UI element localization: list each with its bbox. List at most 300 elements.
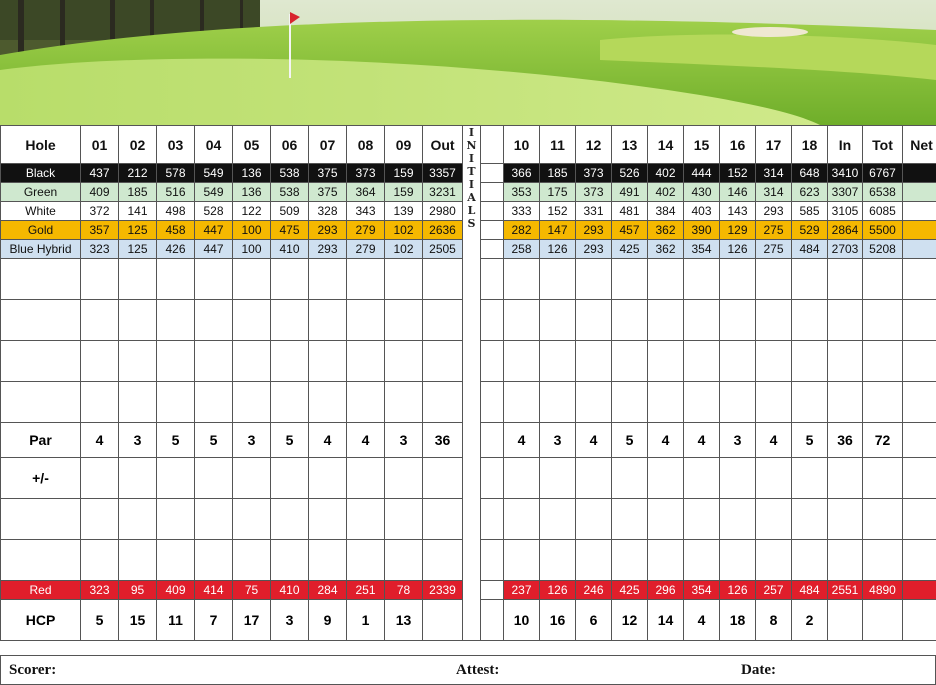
out-entry[interactable] (423, 382, 463, 423)
score-entry[interactable] (576, 300, 612, 341)
yardage-cell: 362 (648, 240, 684, 259)
tot-entry[interactable] (863, 499, 903, 540)
score-entry[interactable] (792, 499, 828, 540)
tot-entry[interactable] (863, 259, 903, 300)
score-entry[interactable] (576, 259, 612, 300)
par-value: 5 (271, 423, 309, 458)
score-entry[interactable] (157, 382, 195, 423)
score-entry[interactable] (756, 458, 792, 499)
score-entry[interactable] (81, 341, 119, 382)
yardage-cell: 430 (684, 183, 720, 202)
score-entry[interactable] (347, 540, 385, 581)
gap-cell (481, 126, 504, 164)
net-cell (903, 581, 936, 600)
yardage-cell: 323 (81, 240, 119, 259)
score-entry[interactable] (792, 341, 828, 382)
score-entry[interactable] (612, 458, 648, 499)
yardage-cell: 246 (576, 581, 612, 600)
handicap-value: 18 (720, 600, 756, 641)
handicap-value: 16 (540, 600, 576, 641)
net-cell (903, 240, 936, 259)
initials-column: I N I T I A L S (463, 126, 481, 641)
score-entry[interactable] (119, 499, 157, 540)
score-entry[interactable] (540, 382, 576, 423)
score-entry[interactable] (576, 458, 612, 499)
out-entry[interactable] (423, 499, 463, 540)
score-entry[interactable] (720, 540, 756, 581)
net-entry[interactable] (903, 259, 936, 300)
score-entry[interactable] (271, 499, 309, 540)
score-entry[interactable] (81, 540, 119, 581)
yardage-cell: 136 (233, 164, 271, 183)
score-entry[interactable] (612, 341, 648, 382)
yardage-cell: 458 (157, 221, 195, 240)
hole-number: 09 (385, 126, 423, 164)
handicap-value: 15 (119, 600, 157, 641)
golf-course-photo (0, 0, 936, 125)
out-entry[interactable] (423, 458, 463, 499)
total-yardage: 5208 (863, 240, 903, 259)
score-entry[interactable] (385, 540, 423, 581)
handicap-value: 14 (648, 600, 684, 641)
gap-cell (481, 183, 504, 202)
score-entry[interactable] (540, 540, 576, 581)
score-entry[interactable] (756, 540, 792, 581)
yardage-cell: 549 (195, 164, 233, 183)
score-entry[interactable] (347, 499, 385, 540)
handicap-value: 1 (347, 600, 385, 641)
par-value: 4 (684, 423, 720, 458)
row-label (1, 499, 81, 540)
gap-cell (481, 164, 504, 183)
score-entry[interactable] (195, 540, 233, 581)
score-entry[interactable] (81, 499, 119, 540)
hole-number: 16 (720, 126, 756, 164)
yardage-cell: 102 (385, 221, 423, 240)
yardage-cell: 122 (233, 202, 271, 221)
in-entry[interactable] (828, 382, 863, 423)
yardage-cell: 623 (792, 183, 828, 202)
yardage-cell: 526 (612, 164, 648, 183)
yardage-cell: 390 (684, 221, 720, 240)
score-entry[interactable] (540, 300, 576, 341)
yardage-cell: 102 (385, 240, 423, 259)
yardage-cell: 293 (309, 221, 347, 240)
score-entry[interactable] (347, 458, 385, 499)
yardage-cell: 362 (648, 221, 684, 240)
yardage-cell: 314 (756, 164, 792, 183)
score-entry[interactable] (233, 499, 271, 540)
score-entry[interactable] (233, 540, 271, 581)
score-entry[interactable] (792, 458, 828, 499)
yardage-cell: 373 (576, 164, 612, 183)
in-header: In (828, 126, 863, 164)
score-entry[interactable] (684, 458, 720, 499)
row-label (1, 382, 81, 423)
score-entry[interactable] (504, 540, 540, 581)
score-entry[interactable] (648, 259, 684, 300)
in-entry[interactable] (828, 540, 863, 581)
score-entry[interactable] (233, 382, 271, 423)
score-entry[interactable] (309, 341, 347, 382)
yardage-cell: 373 (347, 164, 385, 183)
yardage-cell: 129 (720, 221, 756, 240)
yardage-cell: 578 (157, 164, 195, 183)
scorer-label: Scorer: (9, 662, 57, 678)
tee-name: White (1, 202, 81, 221)
score-entry[interactable] (119, 300, 157, 341)
score-entry[interactable] (684, 540, 720, 581)
yardage-cell: 343 (347, 202, 385, 221)
gap-cell (481, 382, 504, 423)
hole-number: 18 (792, 126, 828, 164)
score-entry[interactable] (612, 259, 648, 300)
score-entry[interactable] (385, 341, 423, 382)
score-entry[interactable] (119, 458, 157, 499)
score-entry[interactable] (576, 341, 612, 382)
yardage-cell: 384 (648, 202, 684, 221)
score-entry[interactable] (648, 540, 684, 581)
total-yardage: 6767 (863, 164, 903, 183)
hole-number: 03 (157, 126, 195, 164)
in-yardage: 3105 (828, 202, 863, 221)
yardage-cell: 585 (792, 202, 828, 221)
score-entry[interactable] (684, 259, 720, 300)
yardage-cell: 126 (540, 581, 576, 600)
handicap-value: 4 (684, 600, 720, 641)
score-entry[interactable] (271, 458, 309, 499)
yardage-cell: 293 (309, 240, 347, 259)
score-entry[interactable] (119, 540, 157, 581)
score-entry[interactable] (720, 341, 756, 382)
tee-name: Black (1, 164, 81, 183)
in-entry[interactable] (828, 499, 863, 540)
yardage-cell: 284 (309, 581, 347, 600)
hole-number: 15 (684, 126, 720, 164)
par-value: 5 (157, 423, 195, 458)
score-entry[interactable] (720, 382, 756, 423)
hole-number: 07 (309, 126, 347, 164)
row-label (1, 341, 81, 382)
score-entry[interactable] (157, 259, 195, 300)
hcp-label: HCP (1, 600, 81, 641)
yardage-cell: 78 (385, 581, 423, 600)
handicap-value: 3 (271, 600, 309, 641)
score-entry[interactable] (792, 259, 828, 300)
yardage-cell: 152 (720, 164, 756, 183)
score-entry[interactable] (756, 259, 792, 300)
net-entry[interactable] (903, 382, 936, 423)
yardage-cell: 372 (81, 202, 119, 221)
score-entry[interactable] (81, 382, 119, 423)
handicap-value: 5 (81, 600, 119, 641)
score-entry[interactable] (347, 259, 385, 300)
net-entry[interactable] (903, 458, 936, 499)
score-entry[interactable] (157, 499, 195, 540)
attest-label: Attest: (456, 662, 500, 678)
yardage-cell: 323 (81, 581, 119, 600)
score-entry[interactable] (157, 540, 195, 581)
gap-cell (481, 540, 504, 581)
in-entry[interactable] (828, 458, 863, 499)
hole-number: 12 (576, 126, 612, 164)
score-entry[interactable] (119, 382, 157, 423)
score-entry[interactable] (684, 341, 720, 382)
score-entry[interactable] (540, 458, 576, 499)
score-entry[interactable] (648, 341, 684, 382)
score-entry[interactable] (81, 259, 119, 300)
yardage-cell: 139 (385, 202, 423, 221)
score-table (0, 125, 936, 641)
yardage-cell: 457 (612, 221, 648, 240)
score-entry[interactable] (233, 259, 271, 300)
tot-entry[interactable] (863, 382, 903, 423)
yardage-cell: 185 (540, 164, 576, 183)
gap-cell (481, 202, 504, 221)
score-entry[interactable] (756, 382, 792, 423)
yardage-cell: 410 (271, 581, 309, 600)
in-entry[interactable] (828, 259, 863, 300)
score-entry[interactable] (504, 382, 540, 423)
score-entry[interactable] (576, 382, 612, 423)
out-entry[interactable] (423, 540, 463, 581)
handicap-value: 9 (309, 600, 347, 641)
score-entry[interactable] (612, 382, 648, 423)
score-entry[interactable] (309, 540, 347, 581)
par-value: 5 (792, 423, 828, 458)
tot-entry[interactable] (863, 341, 903, 382)
score-entry[interactable] (385, 259, 423, 300)
score-entry[interactable] (612, 499, 648, 540)
score-entry[interactable] (309, 300, 347, 341)
handicap-value: 11 (157, 600, 195, 641)
total-yardage: 6538 (863, 183, 903, 202)
score-entry[interactable] (347, 341, 385, 382)
score-entry[interactable] (684, 300, 720, 341)
score-entry[interactable] (576, 540, 612, 581)
score-entry[interactable] (756, 341, 792, 382)
par-value: 4 (648, 423, 684, 458)
score-entry[interactable] (792, 540, 828, 581)
hole-number-row (1, 126, 936, 164)
par-out: 36 (423, 423, 463, 458)
yardage-cell: 237 (504, 581, 540, 600)
score-entry[interactable] (612, 540, 648, 581)
yardage-cell: 402 (648, 183, 684, 202)
score-entry[interactable] (347, 300, 385, 341)
score-entry[interactable] (195, 382, 233, 423)
hole-number: 10 (504, 126, 540, 164)
yardage-cell: 258 (504, 240, 540, 259)
out-entry[interactable] (423, 341, 463, 382)
gap-cell (481, 499, 504, 540)
score-entry[interactable] (385, 300, 423, 341)
score-entry[interactable] (792, 300, 828, 341)
score-entry[interactable] (385, 499, 423, 540)
par-label: Par (1, 423, 81, 458)
score-entry[interactable] (648, 382, 684, 423)
score-entry[interactable] (720, 300, 756, 341)
yardage-cell: 491 (612, 183, 648, 202)
yardage-cell: 147 (540, 221, 576, 240)
score-entry[interactable] (309, 499, 347, 540)
score-entry[interactable] (271, 382, 309, 423)
par-value: 4 (504, 423, 540, 458)
score-entry[interactable] (684, 382, 720, 423)
yardage-cell: 175 (540, 183, 576, 202)
score-entry[interactable] (684, 499, 720, 540)
tot-entry[interactable] (863, 540, 903, 581)
score-entry[interactable] (504, 300, 540, 341)
par-value: 4 (576, 423, 612, 458)
score-entry[interactable] (648, 458, 684, 499)
score-entry[interactable] (119, 341, 157, 382)
net-entry[interactable] (903, 300, 936, 341)
par-value: 4 (756, 423, 792, 458)
score-entry[interactable] (612, 300, 648, 341)
in-entry (828, 600, 863, 641)
yardage-cell: 425 (612, 240, 648, 259)
yardage-cell: 357 (81, 221, 119, 240)
score-entry[interactable] (720, 259, 756, 300)
score-entry[interactable] (347, 382, 385, 423)
yardage-cell: 185 (119, 183, 157, 202)
score-entry[interactable] (756, 300, 792, 341)
in-entry[interactable] (828, 341, 863, 382)
yardage-cell: 146 (720, 183, 756, 202)
hole-number: 02 (119, 126, 157, 164)
handicap-value: 13 (385, 600, 423, 641)
yardage-cell: 100 (233, 240, 271, 259)
score-entry[interactable] (756, 499, 792, 540)
yardage-cell: 538 (271, 183, 309, 202)
score-entry[interactable] (540, 259, 576, 300)
score-entry[interactable] (504, 458, 540, 499)
score-entry[interactable] (271, 300, 309, 341)
yardage-cell: 136 (233, 183, 271, 202)
yardage-cell: 437 (81, 164, 119, 183)
yardage-cell: 126 (720, 240, 756, 259)
score-entry[interactable] (504, 499, 540, 540)
score-entry[interactable] (720, 458, 756, 499)
out-yardage: 2636 (423, 221, 463, 240)
yardage-cell: 293 (576, 240, 612, 259)
score-entry[interactable] (309, 382, 347, 423)
yardage-cell: 529 (792, 221, 828, 240)
score-entry[interactable] (81, 458, 119, 499)
score-entry[interactable] (233, 300, 271, 341)
yardage-cell: 484 (792, 581, 828, 600)
yardage-cell: 414 (195, 581, 233, 600)
handicap-value: 8 (756, 600, 792, 641)
score-entry[interactable] (576, 499, 612, 540)
score-entry[interactable] (271, 341, 309, 382)
yardage-cell: 498 (157, 202, 195, 221)
score-entry[interactable] (233, 458, 271, 499)
yardage-cell: 648 (792, 164, 828, 183)
score-entry[interactable] (540, 499, 576, 540)
score-entry[interactable] (648, 300, 684, 341)
score-entry[interactable] (195, 499, 233, 540)
score-entry[interactable] (385, 382, 423, 423)
yardage-cell: 275 (756, 221, 792, 240)
yardage-cell: 279 (347, 221, 385, 240)
yardage-cell: 212 (119, 164, 157, 183)
score-entry[interactable] (540, 341, 576, 382)
gap-cell (481, 458, 504, 499)
score-entry[interactable] (309, 458, 347, 499)
net-entry[interactable] (903, 341, 936, 382)
score-entry[interactable] (195, 458, 233, 499)
hole-number: 13 (612, 126, 648, 164)
out-yardage: 2980 (423, 202, 463, 221)
hole-number: 01 (81, 126, 119, 164)
yardage-cell: 354 (684, 240, 720, 259)
in-entry[interactable] (828, 300, 863, 341)
score-entry[interactable] (195, 259, 233, 300)
par-value: 3 (233, 423, 271, 458)
score-entry[interactable] (504, 259, 540, 300)
yardage-cell: 447 (195, 221, 233, 240)
tot-header: Tot (863, 126, 903, 164)
net-entry[interactable] (903, 499, 936, 540)
score-entry[interactable] (119, 259, 157, 300)
net-header: Net (903, 126, 936, 164)
gap-cell (481, 341, 504, 382)
par-value: 3 (540, 423, 576, 458)
score-entry[interactable] (648, 499, 684, 540)
yardage-cell: 403 (684, 202, 720, 221)
score-entry[interactable] (233, 341, 271, 382)
row-label (1, 259, 81, 300)
out-yardage: 2505 (423, 240, 463, 259)
score-entry[interactable] (157, 300, 195, 341)
score-entry[interactable] (157, 341, 195, 382)
net-cell (903, 221, 936, 240)
yardage-cell: 126 (720, 581, 756, 600)
yardage-cell: 279 (347, 240, 385, 259)
out-header: Out (423, 126, 463, 164)
net-cell (903, 164, 936, 183)
score-entry[interactable] (309, 259, 347, 300)
score-entry[interactable] (195, 341, 233, 382)
in-yardage: 2864 (828, 221, 863, 240)
yardage-cell: 409 (157, 581, 195, 600)
out-entry[interactable] (423, 300, 463, 341)
in-yardage: 3307 (828, 183, 863, 202)
net-entry[interactable] (903, 540, 936, 581)
handicap-value: 2 (792, 600, 828, 641)
hole-number: 11 (540, 126, 576, 164)
score-entry[interactable] (271, 540, 309, 581)
tot-entry[interactable] (863, 458, 903, 499)
score-entry[interactable] (792, 382, 828, 423)
out-entry[interactable] (423, 259, 463, 300)
score-entry[interactable] (271, 259, 309, 300)
row-label: +/- (1, 458, 81, 499)
score-entry[interactable] (720, 499, 756, 540)
gap-cell (481, 300, 504, 341)
score-entry[interactable] (81, 300, 119, 341)
score-entry[interactable] (385, 458, 423, 499)
yardage-cell: 366 (504, 164, 540, 183)
score-entry[interactable] (195, 300, 233, 341)
yardage-cell: 538 (271, 164, 309, 183)
score-entry[interactable] (504, 341, 540, 382)
tot-entry[interactable] (863, 300, 903, 341)
yardage-cell: 293 (756, 202, 792, 221)
score-entry[interactable] (157, 458, 195, 499)
